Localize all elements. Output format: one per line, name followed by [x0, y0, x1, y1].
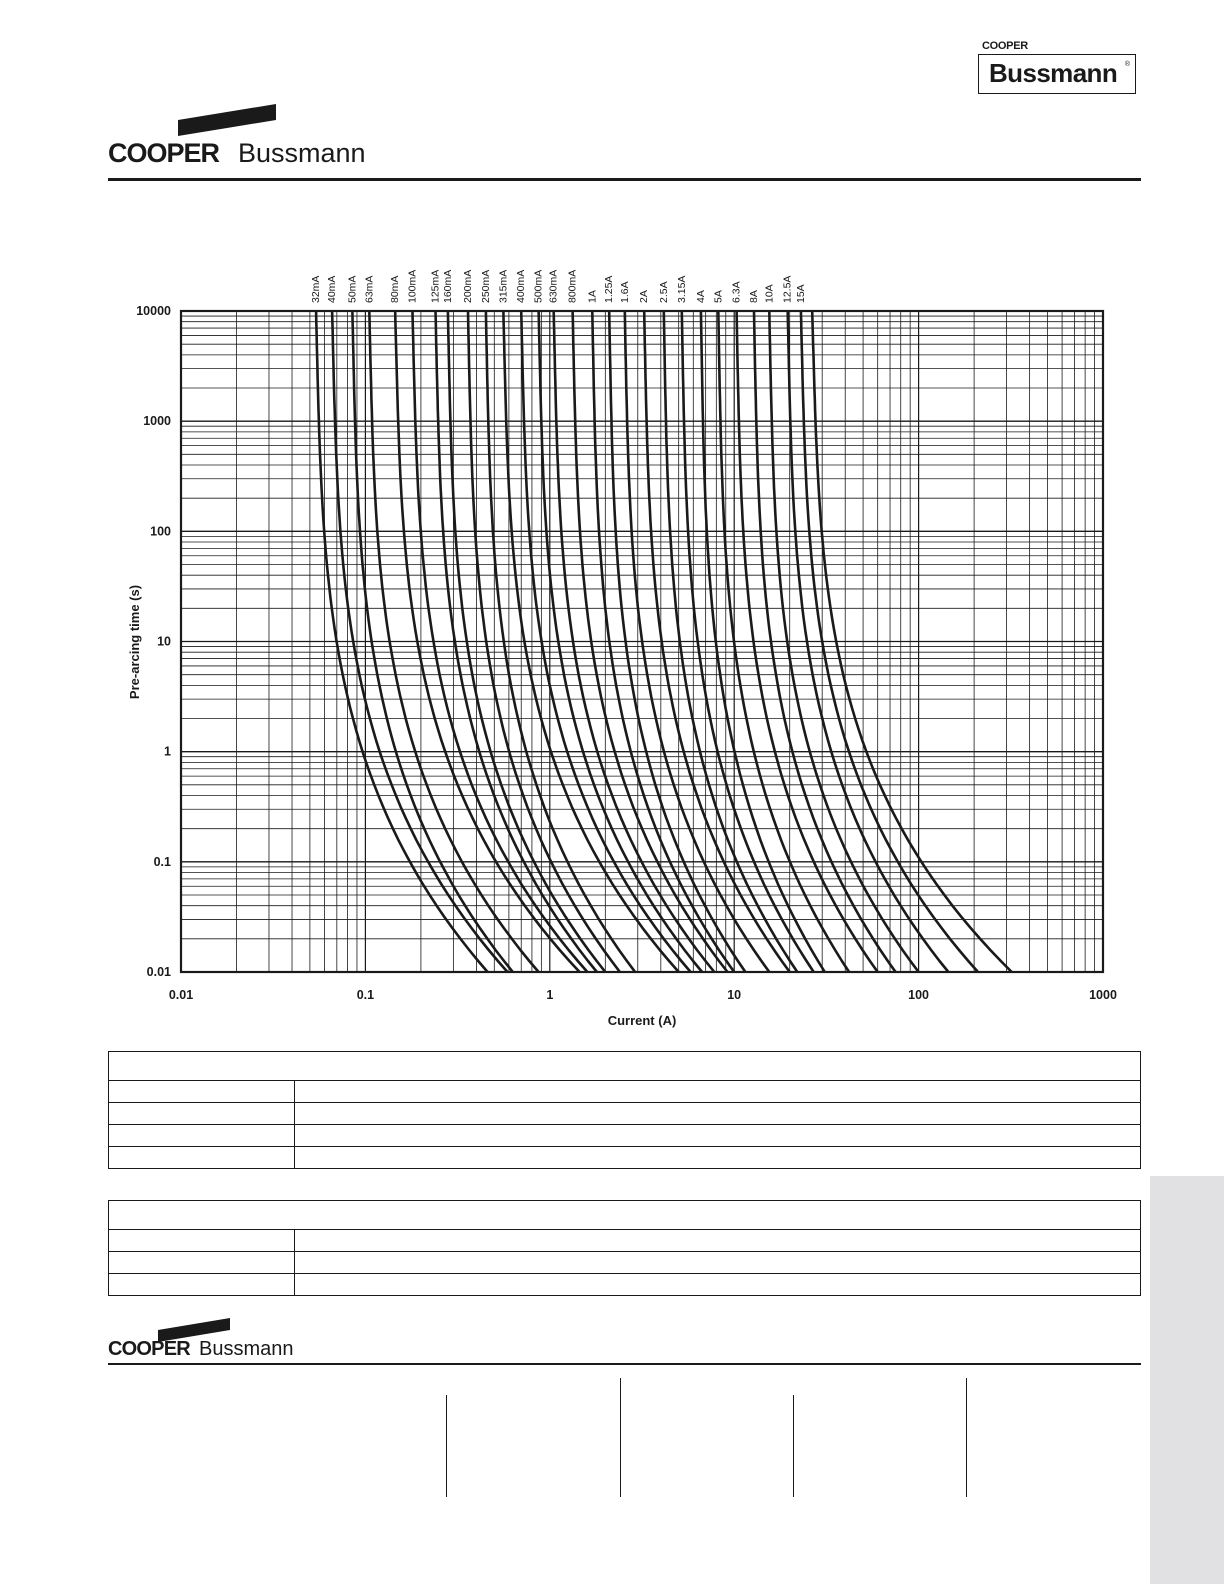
series-label: 160mA — [441, 269, 454, 303]
header-rule — [108, 178, 1141, 181]
series-label: 1.6A — [618, 281, 631, 303]
footer-cooper-bussmann-logo — [108, 1318, 308, 1364]
spec-table-2 — [108, 1200, 1141, 1296]
small-logo-bussmann-text: Bussmann — [989, 58, 1118, 88]
small-logo-box — [978, 54, 1136, 94]
cooper-bussmann-logo — [108, 104, 408, 168]
y-tick-label: 0.1 — [153, 854, 171, 869]
series-label: 1.25A — [603, 275, 616, 303]
footer-divider — [620, 1378, 621, 1497]
y-tick-label: 100 — [150, 524, 171, 539]
side-section-tab — [1150, 1176, 1224, 1584]
spec-table-2-header — [109, 1201, 1140, 1230]
series-label: 50mA — [346, 275, 359, 303]
chart-series-labels — [310, 270, 807, 303]
x-tick-label: 10 — [727, 988, 742, 1002]
footer-logo-bussmann-text: Bussmann — [199, 1338, 294, 1360]
series-label: 400mA — [515, 269, 528, 303]
x-tick-label: 0.1 — [356, 988, 375, 1002]
series-label: 63mA — [363, 275, 376, 303]
table-row — [109, 1274, 1140, 1295]
x-tick-label: 1000 — [1089, 988, 1117, 1002]
series-label: 4A — [694, 290, 707, 303]
y-tick-label: 1000 — [143, 414, 171, 429]
logo-bussmann-text: Bussmann — [238, 138, 366, 168]
series-label: 80mA — [389, 275, 402, 303]
series-label: 250mA — [479, 269, 492, 303]
series-label: 40mA — [326, 275, 339, 303]
series-label: 1A — [586, 290, 599, 303]
table-row — [109, 1081, 1140, 1103]
bussmann-small-logo — [978, 30, 1138, 96]
x-tick-label: 1 — [546, 988, 554, 1002]
table-row — [109, 1147, 1140, 1168]
table-row — [109, 1103, 1140, 1125]
registered-mark: ® — [1124, 61, 1130, 68]
y-tick-label: 0.01 — [146, 965, 171, 979]
y-tick-label: 1 — [164, 744, 171, 759]
footer-divider — [793, 1395, 794, 1497]
time-current-chart — [0, 250, 1224, 1050]
x-axis-label: Current (A) — [607, 1013, 677, 1028]
spec-table-1 — [108, 1051, 1141, 1169]
series-label: 3.15A — [675, 275, 688, 303]
footer-logo-cooper-text: COOPER — [108, 1338, 190, 1360]
series-label: 15A — [794, 284, 807, 303]
series-label: 2.5A — [657, 281, 670, 303]
x-tick-label: 0.01 — [168, 988, 194, 1002]
logo-cooper-text: COOPER — [108, 138, 220, 168]
table-row — [109, 1230, 1140, 1252]
series-label: 630mA — [547, 269, 560, 303]
y-axis-label: Pre-arcing time (s) — [127, 584, 142, 700]
series-label: 100mA — [406, 269, 419, 303]
series-label: 800mA — [566, 269, 579, 303]
footer-divider — [966, 1378, 967, 1497]
y-tick-label: 10000 — [136, 304, 171, 318]
y-tick-label: 10 — [157, 634, 171, 649]
series-label: 32mA — [310, 275, 323, 303]
small-logo-cooper-text: COOPER — [982, 40, 1028, 52]
series-label: 2A — [638, 290, 651, 303]
series-label: 500mA — [532, 269, 545, 303]
series-label: 200mA — [462, 269, 474, 303]
series-label: 5A — [712, 290, 725, 303]
footer-divider — [446, 1395, 447, 1497]
footer-rule — [108, 1363, 1141, 1365]
x-tick-label: 100 — [908, 988, 930, 1002]
series-label: 12.5A — [781, 275, 794, 303]
spec-table-1-header — [109, 1052, 1140, 1081]
series-label: 125mA — [429, 269, 442, 303]
series-label: 10A — [763, 284, 776, 303]
series-label: 6.3A — [730, 281, 743, 303]
table-row — [109, 1125, 1140, 1147]
table-row — [109, 1252, 1140, 1274]
series-label: 315mA — [497, 269, 510, 303]
series-label: 8A — [748, 290, 760, 303]
